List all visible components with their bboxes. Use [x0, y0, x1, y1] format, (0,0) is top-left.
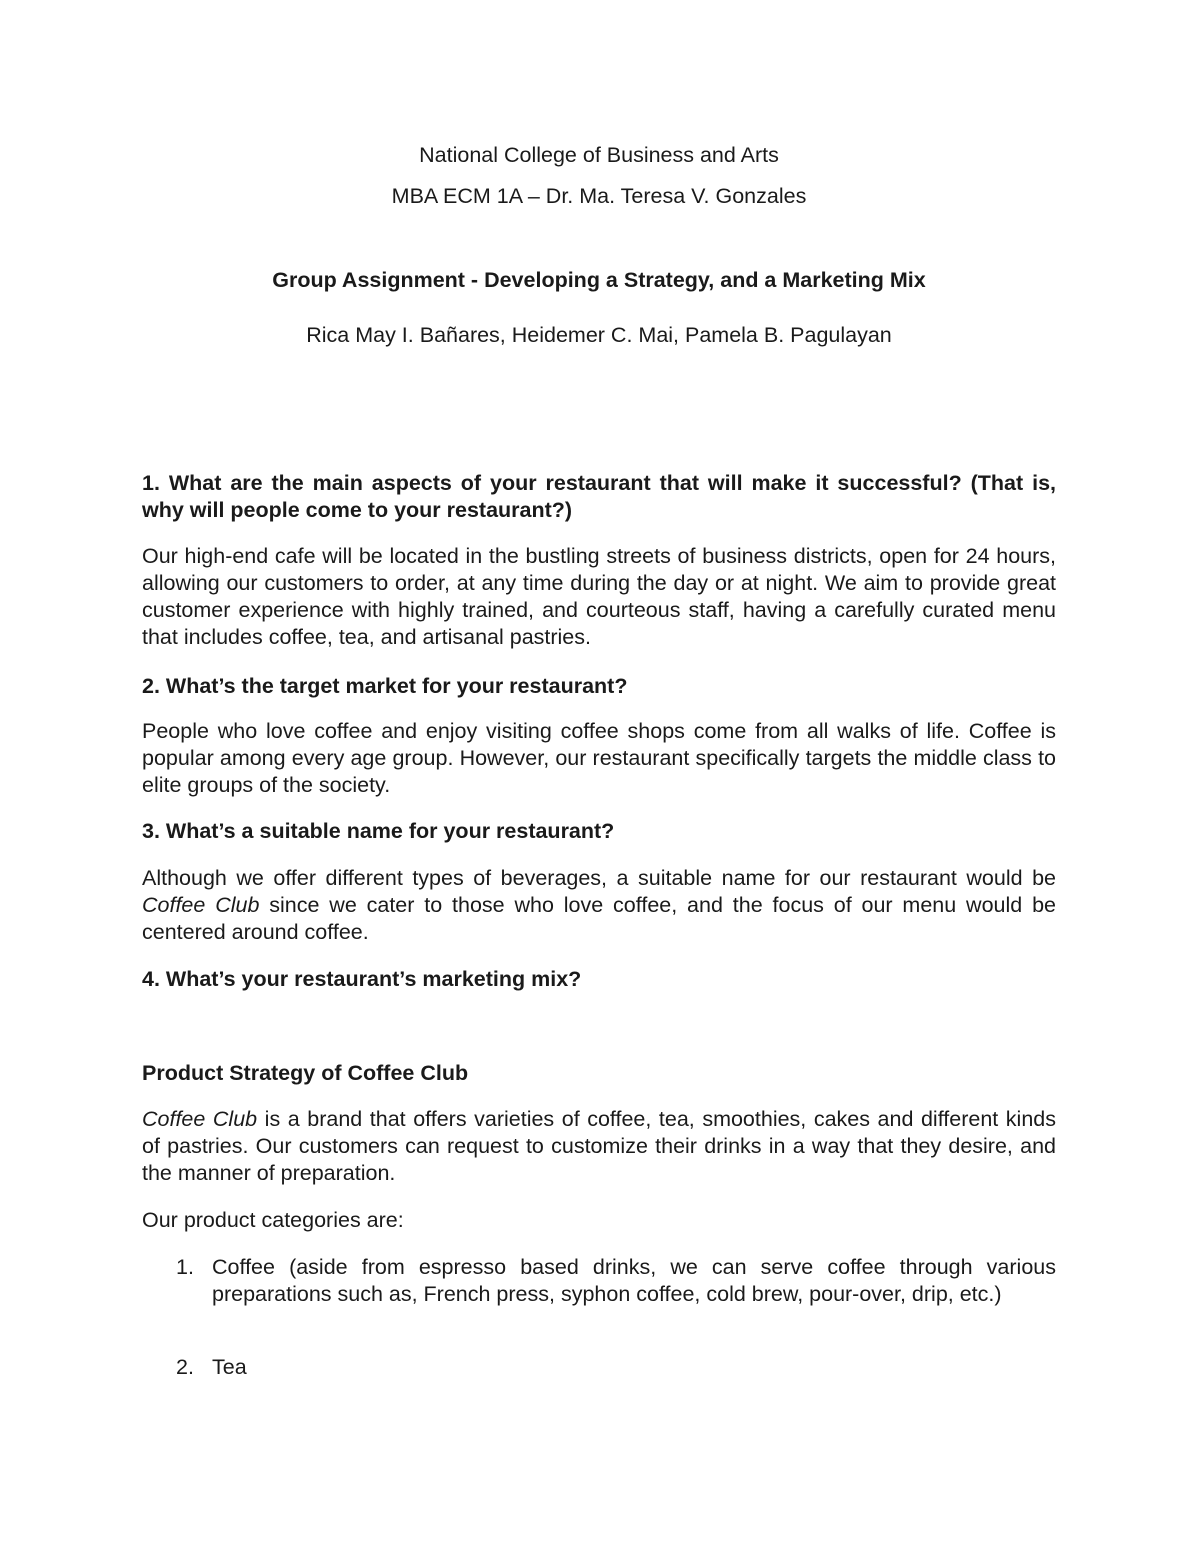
- list-item-text: Tea: [212, 1355, 247, 1379]
- restaurant-name: Coffee Club: [142, 893, 260, 917]
- question-3-answer: [142, 865, 1056, 946]
- question-3-answer-pre: Although we offer different types of beverages, a suitable name for our restaurant would be: [142, 866, 1056, 890]
- list-item-number: 1.: [176, 1255, 194, 1279]
- course-line: MBA ECM 1A – Dr. Ma. Teresa V. Gonzales: [391, 184, 807, 208]
- list-item-number: 2.: [176, 1355, 194, 1379]
- question-1-heading: 1. What are the main aspects of your restaurant that will make it successful? (That is, why will people come to your restaurant?): [142, 471, 1056, 522]
- categories-label: Our product categories are:: [142, 1208, 404, 1232]
- question-2-heading: 2. What’s the target market for your restaurant?: [142, 674, 628, 698]
- question-3-heading: 3. What’s a suitable name for your restaurant?: [142, 819, 615, 843]
- question-1-answer: Our high-end cafe will be located in the bustling streets of business districts, open for 24 hours, allowing our customers to order, at any time during the day or at night. We aim to provide great customer experience with highly trained, and courteous staff, having a carefully curated menu that includes coffee, tea, and artisanal pastries.: [142, 544, 1056, 649]
- question-3-answer-post: since we cater to those who love coffee, and the focus of our menu would be centered around coffee.: [142, 893, 1056, 944]
- brand-name: Coffee Club: [142, 1107, 258, 1131]
- question-2-answer: People who love coffee and enjoy visiting coffee shops come from all walks of life. Coffee is popular among every age group. However, our restaurant specifically targets the middle class to elite groups of the society.: [142, 719, 1056, 797]
- authors-line: Rica May I. Bañares, Heidemer C. Mai, Pamela B. Pagulayan: [306, 323, 892, 347]
- list-item-text: Coffee (aside from espresso based drinks, we can serve coffee through various preparations such as, French press, syphon coffee, cold brew, pour-over, drip, etc.): [212, 1255, 1056, 1306]
- document-title: Group Assignment - Developing a Strategy, and a Marketing Mix: [272, 268, 926, 292]
- product-strategy-intro: [142, 1106, 1056, 1187]
- college-name: National College of Business and Arts: [419, 143, 779, 167]
- product-strategy-intro-text: is a brand that offers varieties of coffee, tea, smoothies, cakes and different kinds of pastries. Our customers can request to customize their drinks in a way that they desire, and the manner of preparation.: [142, 1107, 1056, 1185]
- product-strategy-heading: Product Strategy of Coffee Club: [142, 1061, 469, 1085]
- question-4-heading: 4. What’s your restaurant’s marketing mix?: [142, 967, 582, 991]
